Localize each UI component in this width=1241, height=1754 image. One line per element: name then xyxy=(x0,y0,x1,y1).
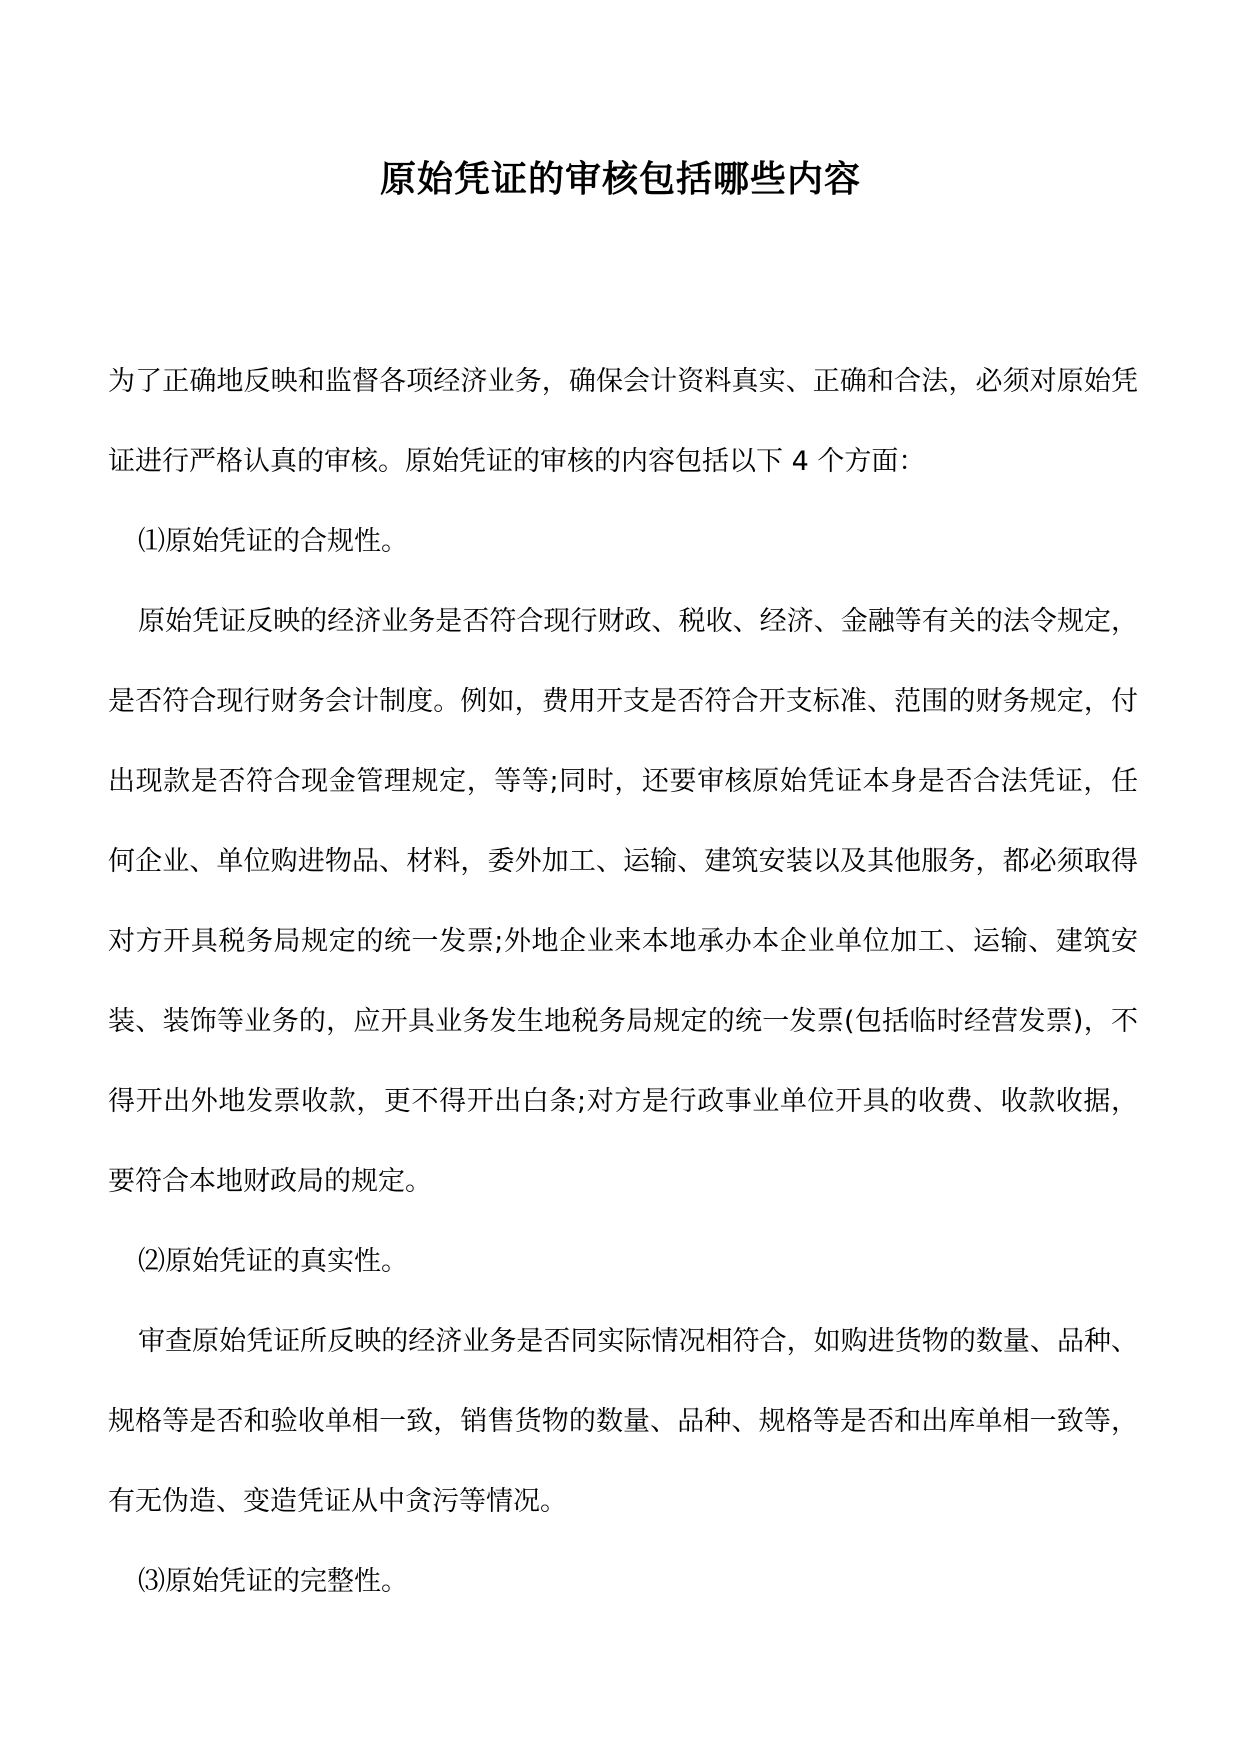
section-heading-authenticity: ⑵原始凭证的真实性。 xyxy=(138,1246,408,1277)
intro-paragraph: 为了正确地反映和监督各项经济业务，确保会计资料真实、正确和合法，必须对原始凭证进行严格认真的审核。原始凭证的审核的内容包括以下 4 个方面： xyxy=(108,366,1138,477)
section-heading-compliance: ⑴原始凭证的合规性。 xyxy=(138,526,408,557)
authenticity-paragraph: 审查原始凭证所反映的经济业务是否同实际情况相符合，如购进货物的数量、品种、规格等是否和验收单相一致，销售货物的数量、品种、规格等是否和出库单相一致等，有无伪造、变造凭证从中贪污等情况。 xyxy=(108,1326,1138,1517)
document-title: 原始凭证的审核包括哪些内容 xyxy=(379,159,861,200)
document-body xyxy=(108,342,1138,1622)
compliance-paragraph: 原始凭证反映的经济业务是否符合现行财政、税收、经济、金融等有关的法令规定，是否符合现行财务会计制度。例如，费用开支是否符合开支标准、范围的财务规定，付出现款是否符合现金管理规定，等等;同时，还要审核原始凭证本身是否合法凭证，任何企业、单位购进物品、材料，委外加工、运输、建筑安装以及其他服务，都必须取得对方开具税务局规定的统一发票;外地企业来本地承办本企业单位加工、运输、建筑安装、装饰等业务的，应开具业务发生地税务局规定的统一发票(包括临时经营发票)，不得开出外地发票收款，更不得开出白条;对方是行政事业单位开具的收费、收款收据，要符合本地财政局的规定。 xyxy=(108,606,1138,1197)
section-heading-completeness: ⑶原始凭证的完整性。 xyxy=(138,1566,408,1597)
